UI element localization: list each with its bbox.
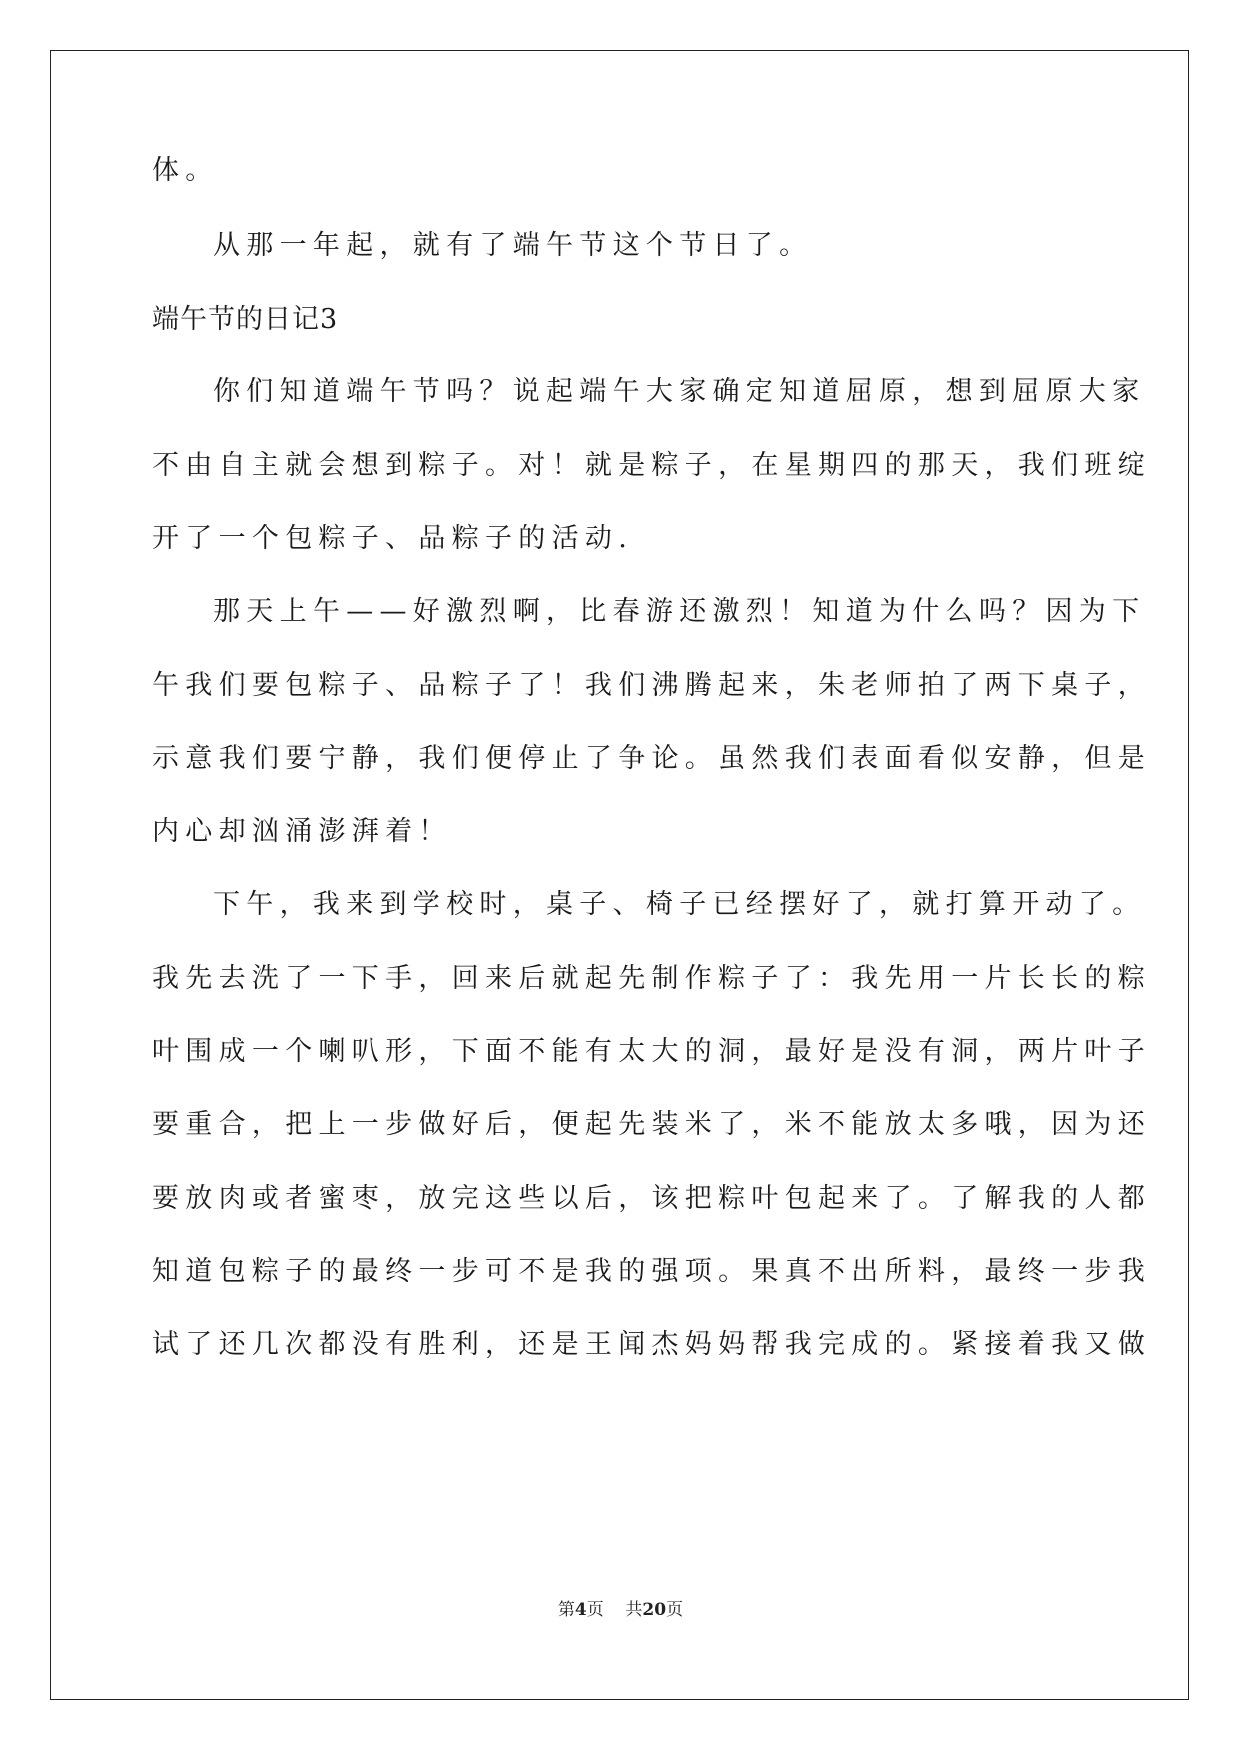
text-line: 要放肉或者蜜枣，放完这些以后，该把粽叶包起来了。了解我的人都	[152, 1183, 1151, 1214]
text-line: 从那一年起，就有了端午节这个节日了。	[213, 230, 813, 261]
text-line: 我先去洗了一下手，回来后就起先制作粽子了：我先用一片长长的粽	[152, 963, 1151, 994]
footer-total-prefix: 共	[625, 1600, 643, 1620]
footer-suffix: 页	[586, 1600, 604, 1620]
text-line: 体。	[152, 155, 219, 186]
text-line: 那天上午——好激烈啊，比春游还激烈！知道为什么吗？因为下	[213, 596, 1146, 627]
text-line: 试了还几次都没有胜利，还是王闻杰妈妈帮我完成的。紧接着我又做	[152, 1329, 1151, 1360]
footer-total-suffix: 页	[666, 1600, 684, 1620]
page-number-footer	[0, 1598, 1241, 1622]
total-page-number: 20	[642, 1600, 667, 1620]
text-line: 不由自主就会想到粽子。对！就是粽子，在星期四的那天，我们班绽	[152, 450, 1151, 481]
page-border	[50, 50, 1189, 1700]
text-line: 示意我们要宁静，我们便停止了争论。虽然我们表面看似安静，但是	[152, 743, 1151, 774]
text-line: 你们知道端午节吗？说起端午大家确定知道屈原，想到屈原大家	[213, 376, 1146, 407]
section-heading: 端午节的日记3	[152, 304, 339, 335]
text-line: 午我们要包粽子、品粽子了！我们沸腾起来，朱老师拍了两下桌子，	[152, 670, 1151, 701]
text-line: 开了一个包粽子、品粽子的活动.	[152, 523, 634, 554]
current-page-number: 4	[574, 1600, 587, 1620]
text-line: 知道包粽子的最终一步可不是我的强项。果真不出所料，最终一步我	[152, 1256, 1151, 1287]
text-line: 叶围成一个喇叭形，下面不能有太大的洞，最好是没有洞，两片叶子	[152, 1036, 1151, 1067]
text-line: 下午，我来到学校时，桌子、椅子已经摆好了，就打算开动了。	[213, 889, 1146, 920]
text-line: 内心却汹涌澎湃着！	[152, 816, 452, 847]
text-line: 要重合，把上一步做好后，便起先装米了，米不能放太多哦，因为还	[152, 1109, 1151, 1140]
footer-prefix: 第	[557, 1600, 575, 1620]
